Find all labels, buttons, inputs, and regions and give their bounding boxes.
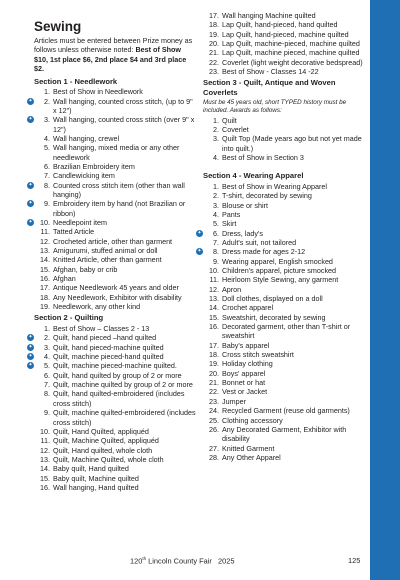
- item-number: 6.: [44, 161, 50, 171]
- item-number: 19.: [40, 302, 50, 312]
- list-item: [203, 416, 366, 425]
- item-text: Skirt: [222, 219, 237, 229]
- list-item: [203, 397, 366, 406]
- item-number: 1.: [44, 324, 50, 334]
- list-item: [197, 247, 366, 257]
- list-item: [203, 369, 366, 378]
- list-item: [34, 143, 196, 162]
- item-text: Best of Show in Section 3: [222, 152, 304, 162]
- item-text: Quilt, hand quilted by group of 2 or more: [53, 370, 182, 380]
- category-icon: ✦: [28, 181, 33, 188]
- list-item: [203, 266, 366, 275]
- item-text: Best of Show – Classes 2 - 13: [53, 324, 150, 334]
- item-text: Wall hanging, counted cross stitch, (up to 9" x 12"): [53, 96, 193, 115]
- item-number: 6.: [44, 370, 50, 380]
- category-icon: ✦: [197, 229, 202, 236]
- item-number: 10.: [40, 218, 50, 228]
- side-color-bar: [370, 0, 400, 580]
- item-number: 15.: [40, 264, 50, 274]
- list-item: [28, 342, 196, 352]
- item-number: 12.: [40, 236, 50, 246]
- item-number: 11.: [40, 436, 50, 446]
- item-number: 9.: [213, 256, 219, 266]
- item-text: Coverlet: [222, 124, 249, 134]
- item-number: 16.: [40, 274, 50, 284]
- category-icon: ✦: [28, 97, 33, 104]
- list-item: [34, 162, 196, 171]
- item-text: Holiday clothing: [222, 359, 273, 369]
- item-text: Brazilian Embroidery item: [53, 161, 135, 171]
- item-number: 24.: [209, 406, 219, 416]
- section-3-title: Section 3 - Quilt, Antique and Woven Coverlets: [203, 78, 336, 97]
- item-number: 18.: [209, 350, 219, 360]
- item-number: 25.: [209, 415, 219, 425]
- item-number: 5.: [44, 143, 50, 153]
- item-number: 9.: [44, 199, 50, 209]
- item-number: 4.: [213, 209, 219, 219]
- list-item: [203, 39, 366, 48]
- item-number: 26.: [209, 424, 219, 434]
- list-item: [203, 67, 366, 76]
- list-item: [203, 350, 366, 359]
- item-text: Tatted Article: [53, 227, 95, 237]
- item-number: 19.: [209, 29, 219, 39]
- list-item: [34, 293, 196, 302]
- item-text: Amigurumi, stuffed animal or doll: [53, 246, 158, 256]
- list-item: [203, 425, 366, 444]
- item-text: Heirloom Style Sewing, any garment: [222, 275, 339, 285]
- list-item: [203, 341, 366, 350]
- list-item: [203, 58, 366, 67]
- item-number: 7.: [44, 380, 50, 390]
- item-number: 6.: [213, 228, 219, 238]
- list-item: [34, 427, 196, 436]
- item-number: 2.: [213, 124, 219, 134]
- item-text: Clothing accessory: [222, 415, 283, 425]
- item-number: 5.: [44, 361, 50, 371]
- list-item: [34, 389, 196, 408]
- item-number: 20.: [209, 39, 219, 49]
- list-item: [34, 246, 196, 255]
- list-item: [203, 275, 366, 284]
- list-item: [203, 201, 366, 210]
- item-text: Boys' apparel: [222, 368, 266, 378]
- item-text: Quilt Top (Made years ago but not yet made into quilt.): [222, 134, 362, 153]
- list-item: [203, 294, 366, 303]
- list-item: [34, 455, 196, 464]
- item-text: Quilt, hand pieced –hand quilted: [53, 333, 157, 343]
- section-3-list: [203, 116, 366, 163]
- intro-text: [34, 36, 196, 74]
- list-item: [34, 134, 196, 143]
- item-text: Wearing apparel, English smocked: [222, 256, 333, 266]
- list-item: [34, 87, 196, 96]
- list-item: [203, 303, 366, 312]
- right-column: [197, 11, 366, 462]
- footer-ordinal: 120: [130, 556, 143, 566]
- item-text: Afghan: [53, 274, 76, 284]
- item-number: 13.: [209, 294, 219, 304]
- item-text: Quilt, Machine Quilted, appliquéd: [53, 436, 159, 446]
- section-2-list-continued: [203, 11, 366, 76]
- list-item: [203, 20, 366, 29]
- item-text: Best of Show - Classes 14 -22: [222, 67, 319, 77]
- list-item: [28, 361, 196, 371]
- list-item: [28, 96, 196, 116]
- section-2-list: [28, 324, 196, 492]
- item-number: 7.: [213, 237, 219, 247]
- list-item: [34, 324, 196, 333]
- item-number: 13.: [40, 246, 50, 256]
- item-text: Best of Show in Wearing Apparel: [222, 181, 327, 191]
- item-text: Counted cross stitch item (other than wall hanging): [53, 180, 185, 199]
- item-number: 3.: [213, 134, 219, 144]
- item-number: 21.: [209, 378, 219, 388]
- item-number: 7.: [44, 171, 50, 181]
- item-text: Quilt, machine pieced-hand quilted: [53, 352, 164, 362]
- item-text: Coverlet (light weight decorative bedspread): [222, 57, 363, 67]
- footer-fair-name: [130, 556, 234, 565]
- list-item: [203, 48, 366, 57]
- list-item: [203, 182, 366, 191]
- item-text: Adult's suit, not tailored: [222, 237, 297, 247]
- list-item: [203, 257, 366, 266]
- list-item: [197, 228, 366, 238]
- list-item: [34, 171, 196, 180]
- item-number: 17.: [209, 11, 219, 20]
- item-text: Baby quilt, Hand quilted: [53, 464, 129, 474]
- item-text: Quilt, Machine Quilted, whole cloth: [53, 454, 164, 464]
- item-number: 18.: [40, 292, 50, 302]
- footer-ordinal-suffix: th: [142, 556, 147, 561]
- list-item: [34, 227, 196, 236]
- spacer: [203, 162, 366, 169]
- section-2-title: Section 2 - Quilting: [34, 313, 104, 323]
- list-item: [203, 125, 366, 134]
- list-item: [28, 199, 196, 218]
- list-item: [203, 378, 366, 387]
- list-item: [34, 464, 196, 473]
- intro-bold: Best of Show $10, 1st place $6, 2nd place $4 and 3rd place $2.: [34, 45, 187, 74]
- item-text: Best of Show in Needlework: [53, 87, 143, 97]
- item-text: Doll clothes, displayed on a doll: [222, 294, 323, 304]
- list-item: [203, 322, 366, 341]
- page-number: 125: [348, 556, 361, 565]
- item-text: Apron: [222, 284, 242, 294]
- item-number: 17.: [40, 283, 50, 293]
- item-text: Candlewicking item: [53, 171, 115, 181]
- item-number: 22.: [209, 57, 219, 67]
- item-number: 11.: [209, 275, 219, 285]
- category-icon: ✦: [28, 343, 33, 350]
- item-number: 23.: [209, 67, 219, 77]
- item-text: Recycled Garment (reuse old garments): [222, 406, 350, 416]
- item-text: Wall hanging, Hand quilted: [53, 482, 139, 492]
- list-item: [28, 180, 196, 200]
- item-number: 5.: [213, 219, 219, 229]
- item-text: Knitted Garment: [222, 443, 275, 453]
- item-text: Wall hanging, crewel: [53, 133, 120, 143]
- item-text: Quilt, machine pieced-machine quilted.: [53, 361, 177, 371]
- item-text: Lap Quilt, machine pieced, machine quilted: [222, 48, 360, 58]
- item-number: 14.: [40, 464, 50, 474]
- item-number: 8.: [44, 389, 50, 399]
- list-item: [203, 134, 366, 153]
- item-text: Any Other Apparel: [222, 452, 281, 462]
- list-item: [28, 218, 196, 228]
- item-text: Baby quilt, Machine quilted: [53, 473, 139, 483]
- item-text: Wall hanging Machine quilted: [222, 11, 316, 20]
- category-icon: ✦: [28, 334, 33, 341]
- list-item: [203, 219, 366, 228]
- item-text: Any Decorated Garment, Exhibitor with disability: [222, 424, 347, 444]
- section-4-title: Section 4 - Wearing Apparel: [203, 171, 304, 181]
- item-text: Embroidery item by hand (not Brazilian or ribbon): [53, 199, 186, 218]
- item-text: Crocheted article, other than garment: [53, 236, 173, 246]
- item-number: 9.: [44, 408, 50, 418]
- page-title: Sewing: [34, 19, 82, 34]
- category-icon: ✦: [197, 248, 202, 255]
- list-item: [203, 30, 366, 39]
- category-icon: ✦: [28, 362, 33, 369]
- list-item: [203, 387, 366, 396]
- item-text: Quilt, machine quilted-embroidered (includes cross stitch): [53, 408, 196, 427]
- category-icon: ✦: [28, 219, 33, 226]
- item-number: 14.: [40, 255, 50, 265]
- list-item: [28, 333, 196, 343]
- item-text: Baby's apparel: [222, 340, 270, 350]
- item-number: 23.: [209, 396, 219, 406]
- list-item: [203, 406, 366, 415]
- item-number: 14.: [209, 303, 219, 313]
- list-item: [34, 436, 196, 445]
- item-text: Blouse or shirt: [222, 200, 268, 210]
- list-item: [203, 210, 366, 219]
- item-number: 28.: [209, 452, 219, 462]
- item-number: 16.: [209, 322, 219, 332]
- item-text: Lap Quilt, hand-pieced, machine quilted: [222, 29, 349, 39]
- item-text: Lap Quilt, hand-pieced, hand quilted: [222, 20, 338, 30]
- item-number: 2.: [44, 333, 50, 343]
- list-item: [203, 238, 366, 247]
- item-number: 12.: [40, 445, 50, 455]
- item-text: Quilt, Hand Quilted, appliquéd: [53, 426, 149, 436]
- list-item: [203, 285, 366, 294]
- item-number: 11.: [40, 227, 50, 237]
- list-item: [34, 255, 196, 264]
- item-number: 1.: [44, 87, 50, 97]
- item-number: 17.: [209, 340, 219, 350]
- item-number: 21.: [209, 48, 219, 58]
- item-number: 19.: [209, 359, 219, 369]
- item-text: Wall hanging, mixed media or any other needlework: [53, 143, 180, 162]
- item-number: 4.: [44, 352, 50, 362]
- item-number: 3.: [44, 115, 50, 125]
- item-number: 3.: [213, 200, 219, 210]
- list-item: [34, 283, 196, 292]
- list-item: [34, 483, 196, 492]
- item-number: 15.: [40, 473, 50, 483]
- item-number: 2.: [44, 96, 50, 106]
- footer-year: 2025: [218, 556, 235, 566]
- item-number: 16.: [40, 482, 50, 492]
- item-text: Dress made for ages 2-12: [222, 247, 306, 257]
- list-item: [34, 380, 196, 389]
- item-number: 12.: [209, 284, 219, 294]
- list-item: [28, 115, 196, 134]
- item-text: Knitted Article, other than garment: [53, 255, 162, 265]
- list-item: [34, 408, 196, 427]
- item-text: Wall hanging, counted cross stitch (over 9" x 12"): [53, 115, 195, 134]
- list-item: [34, 274, 196, 283]
- section-1-title: Section 1 - Needlework: [34, 76, 118, 86]
- list-item: [34, 265, 196, 274]
- item-number: 8.: [44, 180, 50, 190]
- item-number: 1.: [213, 181, 219, 191]
- item-number: 4.: [44, 133, 50, 143]
- item-text: Dress, lady's: [222, 228, 263, 238]
- item-text: Pants: [222, 209, 241, 219]
- item-number: 4.: [213, 152, 219, 162]
- item-text: Quilt, machine quilted by group of 2 or more: [53, 380, 193, 390]
- item-number: 22.: [209, 387, 219, 397]
- list-item: [34, 474, 196, 483]
- item-number: 1.: [213, 115, 219, 125]
- list-item: [203, 191, 366, 200]
- item-text: Cross stitch sweatshirt: [222, 350, 294, 360]
- list-item: [203, 11, 366, 20]
- item-text: Lap Quilt, machine-pieced, machine quilted: [222, 39, 360, 49]
- list-item: [203, 153, 366, 162]
- item-number: 3.: [44, 342, 50, 352]
- section-3-note: Must be 45 years old, short TYPED history must be included. Awards as follows:: [203, 98, 347, 114]
- item-text: Quilt, hand pieced-machine quilted: [53, 342, 164, 352]
- list-item: [34, 371, 196, 380]
- list-item: [203, 359, 366, 368]
- item-text: Antique Needlework 45 years and older: [53, 283, 179, 293]
- list-item: [203, 313, 366, 322]
- item-number: 10.: [209, 266, 219, 275]
- list-item: [34, 237, 196, 246]
- item-text: Any Needlework, Exhibitor with disability: [53, 292, 182, 302]
- list-item: [203, 116, 366, 125]
- section-4-list: [197, 181, 366, 462]
- category-icon: ✦: [28, 200, 33, 207]
- item-text: Vest or Jacket: [222, 387, 268, 397]
- list-item: [28, 352, 196, 362]
- list-item: [203, 453, 366, 462]
- item-number: 2.: [213, 191, 219, 201]
- item-number: 10.: [40, 426, 50, 436]
- item-text: Afghan, baby or crib: [53, 264, 118, 274]
- item-number: 20.: [209, 368, 219, 378]
- item-text: Decorated garment, other than T-shirt or sweatshirt: [222, 322, 351, 341]
- item-text: Children's apparel, picture smocked: [222, 266, 337, 275]
- item-number: 13.: [40, 454, 50, 464]
- item-text: Jumper: [222, 396, 246, 406]
- list-item: [34, 302, 196, 311]
- item-text: Needlepoint item: [53, 218, 107, 228]
- item-number: 8.: [213, 247, 219, 257]
- item-number: 18.: [209, 20, 219, 30]
- item-text: Quilt, Hand quilted, whole cloth: [53, 445, 153, 455]
- item-text: Sweatshirt, decorated by sewing: [222, 312, 326, 322]
- item-text: T-shirt, decorated by sewing: [222, 191, 312, 201]
- intro-normal: Articles must be entered between Prize money as follows unless otherwise noted:: [34, 36, 193, 55]
- item-text: Needlework, any other kind: [53, 302, 141, 312]
- item-number: 27.: [209, 443, 219, 453]
- section-1-list: [28, 87, 196, 312]
- item-number: 15.: [209, 312, 219, 322]
- category-icon: ✦: [28, 116, 33, 123]
- item-text: Bonnet or hat: [222, 378, 266, 388]
- category-icon: ✦: [28, 353, 33, 360]
- item-text: Crochet apparel: [222, 303, 274, 313]
- item-text: Quilt, hand quilted-embroidered (includes cross stitch): [53, 389, 185, 408]
- list-item: [203, 444, 366, 453]
- left-column: [28, 19, 196, 492]
- list-item: [34, 446, 196, 455]
- item-text: Quilt: [222, 115, 237, 125]
- footer-fair-label: Lincoln County Fair: [146, 556, 212, 566]
